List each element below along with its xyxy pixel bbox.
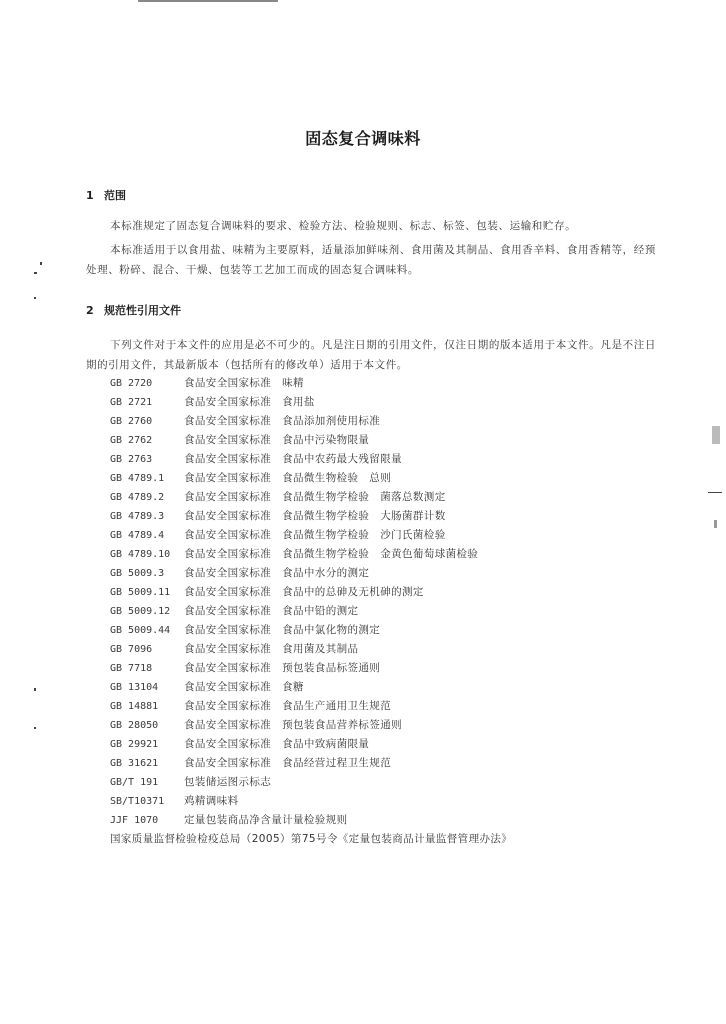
section-heading-scope xyxy=(86,187,126,203)
reference-title: 食品安全国家标准 食品微生物学检验 菌落总数测定 xyxy=(184,491,446,503)
reference-code: GB 5009.44 xyxy=(110,625,171,636)
reference-title: 食品安全国家标准 食品中氯化物的测定 xyxy=(184,624,381,636)
reference-item xyxy=(110,488,478,507)
reference-title: 食品安全国家标准 食品微生物学检验 沙门氏菌检验 xyxy=(184,529,446,541)
reference-item xyxy=(110,507,478,526)
scan-artifact xyxy=(40,262,42,265)
document-title: 固态复合调味料 xyxy=(305,129,421,148)
reference-code: GB 7096 xyxy=(110,644,153,655)
reference-item xyxy=(110,431,478,450)
scan-artifact xyxy=(34,297,36,299)
reference-code: GB 5009.11 xyxy=(110,587,171,598)
reference-title: 食品安全国家标准 食品添加剂使用标准 xyxy=(184,415,381,427)
reference-code: GB 4789.10 xyxy=(110,549,171,560)
reference-code: GB 5009.12 xyxy=(110,606,171,617)
reference-note: 国家质量监督检验检疫总局（2005）第75号令《定量包装商品计量监督管理办法》 xyxy=(110,833,513,845)
reference-title: 食品安全国家标准 食品微生物检验 总则 xyxy=(184,472,392,484)
reference-item xyxy=(110,393,478,412)
reference-title: 食品安全国家标准 预包装食品营养标签通则 xyxy=(184,719,402,731)
section-title: 规范性引用文件 xyxy=(104,304,181,317)
reference-title: 食品安全国家标准 食品中致病菌限量 xyxy=(184,738,370,750)
reference-item xyxy=(110,469,478,488)
reference-title: 食品安全国家标准 预包装食品标签通则 xyxy=(184,662,381,674)
reference-item xyxy=(110,545,478,564)
reference-code: GB 31621 xyxy=(110,758,159,769)
reference-item xyxy=(110,621,478,640)
reference-item xyxy=(110,811,478,830)
reference-title: 食品安全国家标准 食用菌及其制品 xyxy=(184,643,359,655)
reference-item xyxy=(110,735,478,754)
reference-title: 食品安全国家标准 食品中农药最大残留限量 xyxy=(184,453,402,465)
reference-title: 包装储运图示标志 xyxy=(184,776,272,788)
scan-artifact xyxy=(714,520,717,528)
reference-code: GB 4789.1 xyxy=(110,473,165,484)
section-heading-normative-references xyxy=(86,302,181,318)
reference-code: GB 2721 xyxy=(110,397,153,408)
section-number: 2 xyxy=(86,304,94,317)
reference-title: 定量包装商品净含量计量检验规则 xyxy=(184,814,348,826)
scan-artifact xyxy=(34,688,36,691)
scan-artifact xyxy=(708,492,722,493)
reference-item xyxy=(110,526,478,545)
section-title: 范围 xyxy=(104,189,126,202)
reference-item xyxy=(110,754,478,773)
reference-item xyxy=(110,640,478,659)
reference-title: 食品安全国家标准 食品微生物学检验 大肠菌群计数 xyxy=(184,510,446,522)
reference-item xyxy=(110,583,478,602)
reference-item xyxy=(110,716,478,735)
scan-top-rule xyxy=(138,0,278,2)
reference-title: 食品安全国家标准 食品微生物学检验 金黄色葡萄球菌检验 xyxy=(184,548,479,560)
reference-code: GB 2763 xyxy=(110,454,153,465)
reference-code: GB 4789.3 xyxy=(110,511,165,522)
reference-title: 食品安全国家标准 食用盐 xyxy=(184,396,315,408)
reference-code: GB 29921 xyxy=(110,739,159,750)
reference-code: GB 5009.3 xyxy=(110,568,165,579)
reference-item xyxy=(110,773,478,792)
reference-item xyxy=(110,564,478,583)
reference-item xyxy=(110,602,478,621)
reference-code: SB/T10371 xyxy=(110,796,165,807)
reference-title: 食品安全国家标准 味精 xyxy=(184,377,304,389)
reference-code: GB 13104 xyxy=(110,682,159,693)
reference-code: GB 4789.2 xyxy=(110,492,165,503)
reference-item xyxy=(110,678,478,697)
reference-code: GB 4789.4 xyxy=(110,530,165,541)
reference-title: 食品安全国家标准 食品中的总砷及无机砷的测定 xyxy=(184,586,424,598)
reference-title: 食品安全国家标准 食品经营过程卫生规范 xyxy=(184,757,392,769)
reference-code: GB 7718 xyxy=(110,663,153,674)
reference-code: GB 28050 xyxy=(110,720,159,731)
reference-title: 食品安全国家标准 食品中污染物限量 xyxy=(184,434,370,446)
paragraph: 本标准规定了固态复合调味料的要求、检验方法、检验规则、标志、标签、包装、运输和贮存。 xyxy=(110,220,577,232)
reference-item xyxy=(110,450,478,469)
reference-code: JJF 1070 xyxy=(110,815,159,826)
reference-code: GB/T 191 xyxy=(110,777,159,788)
reference-code: GB 14881 xyxy=(110,701,159,712)
scan-artifact xyxy=(34,272,37,274)
reference-item xyxy=(110,792,478,811)
reference-title: 食品安全国家标准 食品生产通用卫生规范 xyxy=(184,700,392,712)
reference-item xyxy=(110,697,478,716)
reference-title: 鸡精调味料 xyxy=(184,795,239,807)
reference-item xyxy=(110,412,478,431)
reference-title: 食品安全国家标准 食糖 xyxy=(184,681,304,693)
paragraph: 下列文件对于本文件的应用是必不可少的。凡是注日期的引用文件，仅注日期的版本适用于本文件。凡是不注日期的引用文件，其最新版本（包括所有的修改单）适用于本文件。 xyxy=(86,339,656,371)
reference-code: GB 2762 xyxy=(110,435,153,446)
reference-code: GB 2720 xyxy=(110,378,153,389)
reference-item xyxy=(110,659,478,678)
reference-title: 食品安全国家标准 食品中铅的测定 xyxy=(184,605,359,617)
scan-artifact xyxy=(712,426,720,444)
reference-title: 食品安全国家标准 食品中水分的测定 xyxy=(184,567,370,579)
section-number: 1 xyxy=(86,189,94,202)
scan-artifact xyxy=(34,727,36,729)
reference-code: GB 2760 xyxy=(110,416,153,427)
reference-list xyxy=(110,374,478,830)
reference-item xyxy=(110,374,478,393)
paragraph: 本标准适用于以食用盐、味精为主要原料，适量添加鲜味剂、食用菌及其制品、食用香辛料、食用香精等，经预处理、粉碎、混合、干燥、包装等工艺加工而成的固态复合调味料。 xyxy=(86,244,656,276)
